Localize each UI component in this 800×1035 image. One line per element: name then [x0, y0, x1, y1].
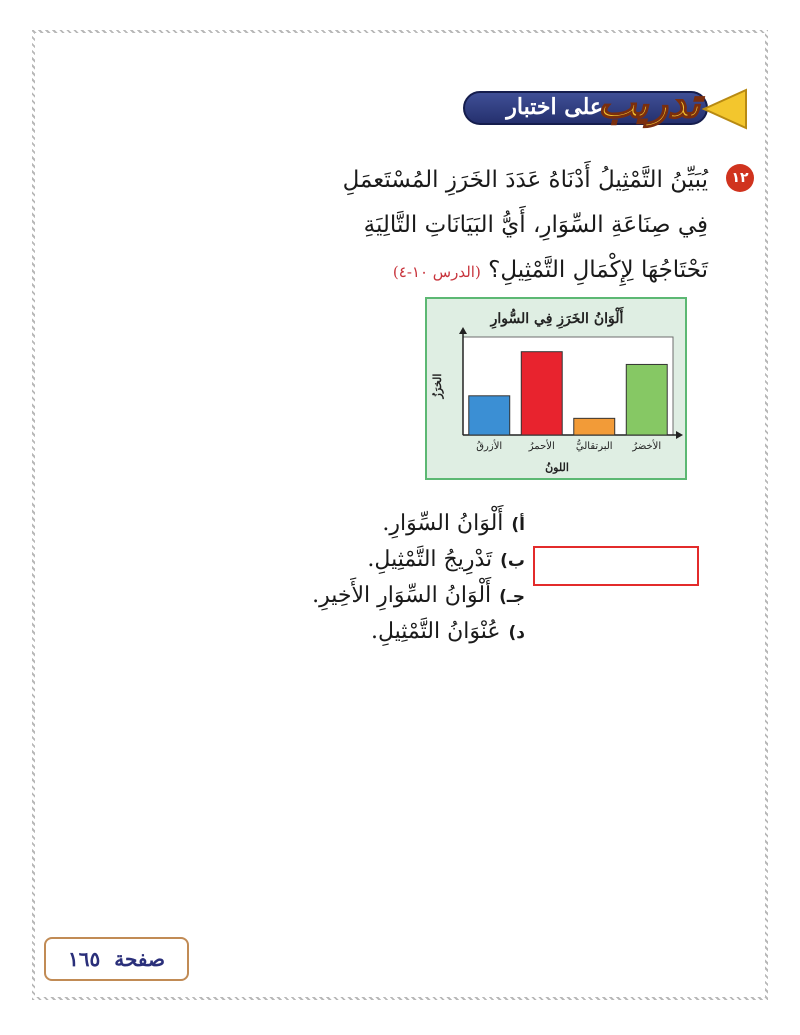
option-b-text: تَدْرِيجُ التَّمْثِيلِ.	[367, 547, 493, 572]
lesson-reference: (الدرس ١٠-٤)	[392, 263, 481, 281]
bar-chart	[425, 297, 687, 480]
page-number: ١٦٥	[68, 947, 101, 971]
question-line-1: يُبَيِّنُ التَّمْثِيلُ أَدْنَاهُ عَدَدَ الخَرَزِ المُسْتَعمَلِ	[342, 167, 708, 193]
answer-options	[312, 510, 525, 654]
question-line-3	[258, 248, 708, 295]
x-tick-label-1: الأزرقُ	[476, 441, 503, 452]
option-a-text: أَلْوَانُ السِّوَارِ.	[382, 511, 504, 536]
bar-1	[469, 396, 510, 435]
option-d-letter: د)	[508, 623, 525, 643]
option-b-letter: ب)	[500, 551, 525, 571]
page-number-label	[44, 937, 189, 981]
option-d[interactable]	[312, 618, 525, 654]
option-b[interactable]	[312, 546, 525, 582]
option-a-letter: أ)	[511, 515, 525, 535]
question-line-3-text: تَحْتَاجُهَا لِإِكْمَالِ التَّمْثِيلِ؟	[488, 257, 708, 283]
banner-title: تدريب	[598, 80, 700, 127]
question-line-2: فِي صِنَاعَةِ السِّوَارِ، أَيُّ البَيَانَاتِ التَّالِيَةِ	[363, 212, 708, 238]
bar-2	[521, 352, 562, 435]
x-tick-label-3: البرتقاليُّ	[575, 441, 613, 452]
option-d-text: عُنْوَانُ التَّمْثِيلِ.	[371, 619, 501, 644]
x-axis-arrow-icon	[676, 431, 683, 439]
y-axis-arrow-icon	[459, 327, 467, 334]
selected-answer-highlight	[533, 546, 699, 586]
play-arrow-icon	[700, 86, 748, 132]
section-banner	[448, 80, 748, 136]
option-c-letter: جـ)	[499, 587, 525, 607]
bar-4	[626, 364, 667, 435]
x-tick-label-4: الأخضرُ	[632, 441, 662, 452]
bar-3	[574, 418, 615, 435]
y-axis-label: الخرَزُ	[431, 373, 444, 399]
page-word: صفحة	[114, 947, 165, 971]
x-tick-label-2: الأحمرُ	[528, 441, 555, 452]
option-c[interactable]	[312, 582, 525, 618]
option-a[interactable]	[312, 510, 525, 546]
question-text	[258, 158, 708, 295]
chart-title: أَلْوَانُ الخَرَزِ فِي السُّوارِ	[490, 311, 624, 327]
bar-chart-svg	[427, 299, 685, 478]
question-number-badge: ١٢	[726, 164, 754, 192]
x-axis-label: اللونُ	[545, 461, 569, 474]
banner-subtitle: على اختبار	[506, 94, 603, 120]
option-c-text: أَلْوَانُ السِّوَارِ الأَخِيرِ.	[312, 583, 492, 608]
